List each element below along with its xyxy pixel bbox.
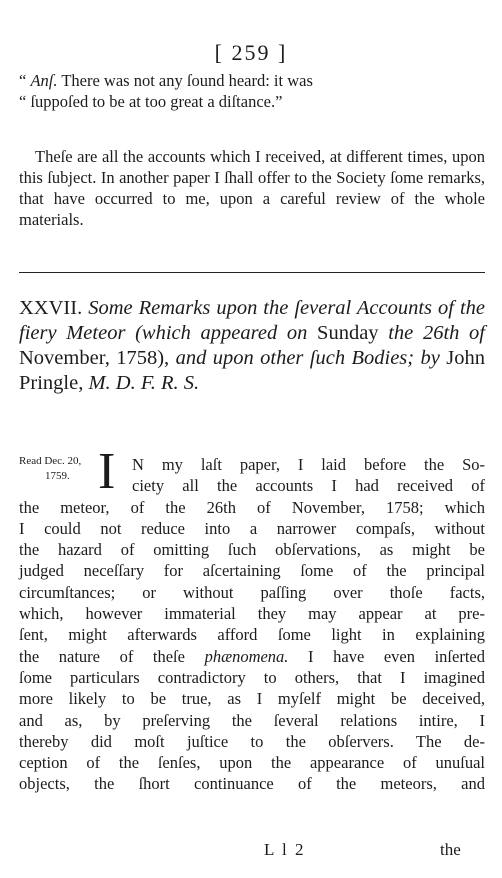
body-line: ception of the ſenſes, upon the appearance of unuſual (19, 753, 485, 773)
closing-paragraph: Theſe are all the accounts which I received, at different times, upon this ſubject. In another paper I ſhall offer to the Society ſome remarks, that have occurred to me, upon a careful review of the whole materials. (19, 147, 485, 229)
drop-cap: I (98, 443, 116, 500)
body-line: thereby did moſt juſtice to the obſervers. The de- (19, 731, 485, 751)
quote-line-1-text: There was not any ſound heard: it was (57, 71, 313, 90)
author-name: John Pringle, (19, 347, 485, 394)
read-date-line-2: 1759. (45, 470, 70, 482)
body-line: I could not reduce into a narrower compaſs, without (19, 518, 485, 538)
body-line: ciety all the accounts I had received of (132, 476, 485, 496)
answer-label: Anſ. (30, 71, 58, 90)
catchword: the (440, 840, 461, 859)
phaenomena-term: phænomena. (204, 646, 289, 666)
body-line (19, 646, 485, 667)
body-text: I have even inſerted (288, 646, 485, 666)
body-line: the meteor, of the 26th of November, 1758; which (19, 497, 485, 517)
author-credentials: M. D. F. R. S. (83, 372, 200, 394)
article-number: XXVII. (19, 297, 83, 319)
article-title (19, 296, 485, 396)
quote-mark: “ (19, 71, 31, 90)
signature-mark: L l 2 (264, 840, 306, 859)
title-part-1: Some Remarks upon the ſeveral Accounts of the fiery Meteor (which appeared on (19, 297, 485, 344)
body-line: judged neceſſary for aſcertaining ſome of the principal (19, 561, 485, 581)
title-part-3: and upon other ſuch Bodies; (169, 347, 415, 369)
read-date-line-1: Read Dec. 20, (19, 455, 82, 467)
quote-line-1 (19, 70, 485, 91)
article-body (19, 454, 485, 795)
body-line: N my laſt paper, I laid before the So- (132, 455, 485, 474)
body-line: objects, the ſhort continuance of the meteors, and (19, 774, 485, 794)
body-line: ſome particulars contradictory to others, that I imagined (19, 667, 485, 687)
body-line: which, however immaterial they may appear at pre- (19, 604, 485, 624)
body-line: the hazard of omitting ſuch obſervations, as might be (19, 540, 485, 560)
body-text: the nature of theſe (19, 646, 205, 666)
quote-line-2: “ ſuppoſed to be at too great a diſtance.” (19, 92, 283, 111)
body-line: more likely to be true, as I myſelf might be deceived, (19, 689, 485, 709)
body-line: circumſtances; or without paſſing over thoſe facts, (19, 582, 485, 602)
title-day: Sunday (307, 322, 379, 344)
page-number: [ 259 ] (214, 40, 288, 65)
title-date: November, 1758), (19, 347, 170, 369)
closing-quote (19, 70, 485, 112)
body-line: and as, by preſerving the ſeveral relations intire, I (19, 710, 485, 730)
section-divider (19, 272, 485, 273)
title-by: by (414, 347, 440, 369)
body-line: ſent, might afterwards afford ſome light in explaining (19, 625, 485, 645)
title-part-2: the 26th of (378, 322, 485, 344)
